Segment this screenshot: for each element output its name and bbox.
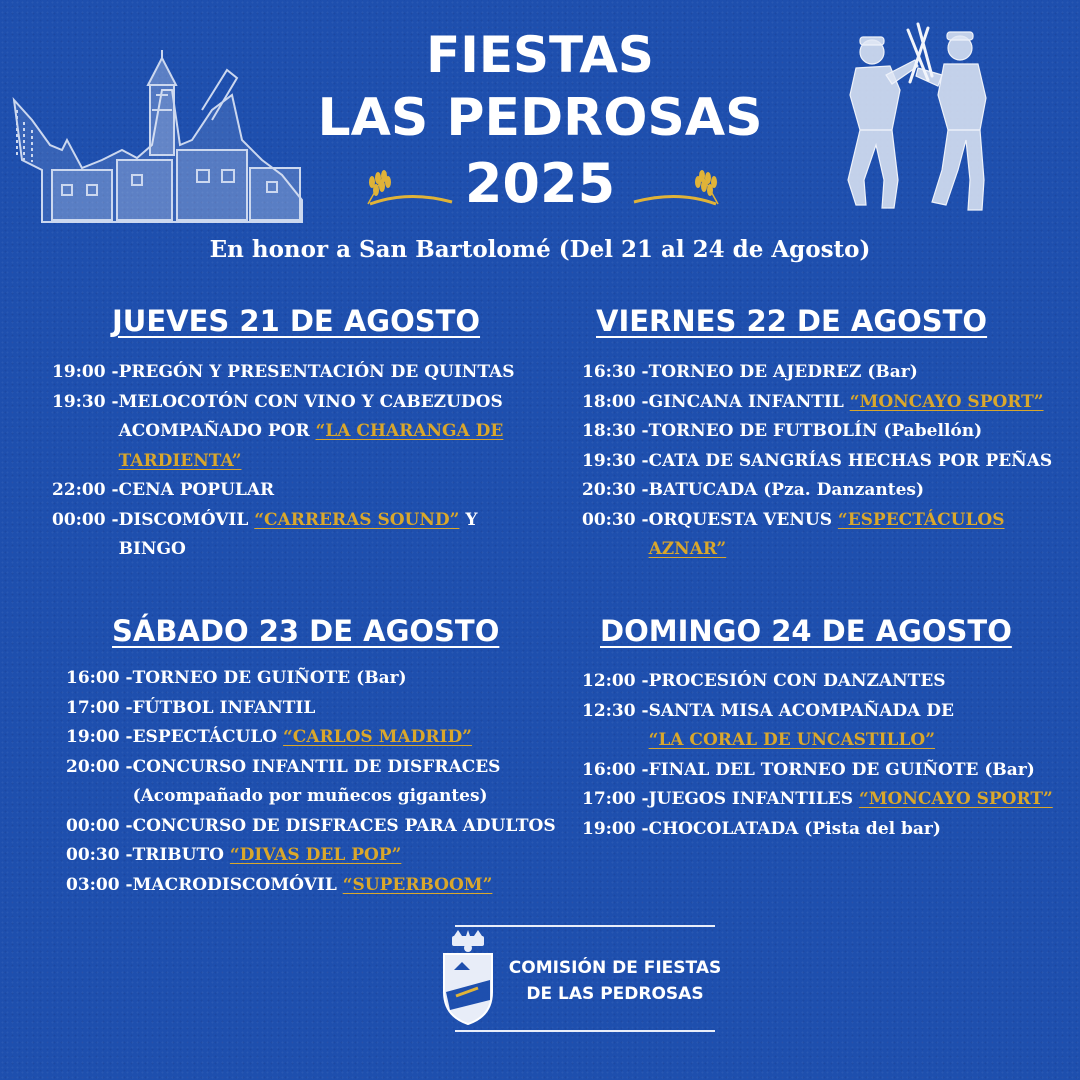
event-text: BATUCADA (Pza. Danzantes) bbox=[648, 480, 925, 500]
event-text: CHOCOLATADA (Pista del bar) bbox=[648, 818, 941, 839]
event-text: FINAL DEL TORNEO DE GUIÑOTE (Bar) bbox=[648, 759, 1035, 780]
event-time: 00:30 - bbox=[66, 845, 133, 865]
event-text: CONCURSO DE DISFRACES PARA ADULTOS bbox=[132, 815, 556, 836]
list-item bbox=[66, 753, 566, 812]
day-title-thursday: JUEVES 21 DE AGOSTO bbox=[112, 304, 481, 338]
list-item bbox=[52, 358, 522, 388]
list-item bbox=[582, 388, 1062, 418]
list-item bbox=[66, 812, 566, 842]
event-time: 18:00 - bbox=[582, 391, 649, 412]
event-text: TRIBUTO bbox=[132, 845, 230, 865]
footer-line-2: DE LAS PEDROSAS bbox=[526, 984, 704, 1004]
event-time: 20:30 - bbox=[582, 480, 649, 500]
list-item bbox=[582, 815, 1062, 845]
event-time: 00:00 - bbox=[66, 815, 133, 836]
list-item bbox=[582, 506, 1062, 565]
event-time: 03:00 - bbox=[66, 874, 133, 895]
list-item bbox=[52, 476, 522, 506]
event-text: SANTA MISA ACOMPAÑADA DE bbox=[648, 700, 954, 721]
footer-divider-top bbox=[455, 925, 715, 927]
event-time: 00:00 - bbox=[52, 509, 119, 530]
event-time: 19:00 - bbox=[52, 362, 119, 382]
coat-of-arms-icon bbox=[440, 930, 496, 1026]
footer-line-1: COMISIÓN DE FIESTAS bbox=[508, 958, 722, 978]
list-item bbox=[582, 447, 1062, 477]
schedule-friday bbox=[582, 358, 1062, 565]
event-text: PREGÓN Y PRESENTACIÓN DE QUINTAS bbox=[118, 362, 515, 382]
event-time: 19:00 - bbox=[66, 727, 133, 747]
event-time: 00:30 - bbox=[582, 509, 649, 530]
event-time: 19:30 - bbox=[582, 450, 649, 471]
event-time: 20:00 - bbox=[66, 756, 133, 777]
schedule-sunday bbox=[582, 667, 1062, 844]
event-performer-link[interactable]: “DIVAS DEL POP” bbox=[229, 845, 402, 865]
event-text: TORNEO DE AJEDREZ (Bar) bbox=[648, 362, 918, 382]
event-time: 12:00 - bbox=[582, 671, 649, 691]
event-text: MACRODISCOMÓVIL bbox=[132, 874, 343, 895]
event-text: DISCOMÓVIL bbox=[118, 509, 255, 530]
list-item bbox=[582, 358, 1062, 388]
wheat-ornament-icon bbox=[632, 168, 724, 212]
event-text: GINCANA INFANTIL bbox=[648, 391, 850, 412]
event-text: CATA DE SANGRÍAS HECHAS POR PEÑAS bbox=[648, 450, 1053, 471]
event-performer-link[interactable]: “ESPECTÁCULOS AZNAR” bbox=[648, 509, 1005, 559]
event-performer-link[interactable]: “SUPERBOOM” bbox=[342, 874, 493, 895]
list-item bbox=[582, 476, 1062, 506]
title-line-1: FIESTAS bbox=[426, 26, 654, 84]
list-item bbox=[52, 506, 522, 565]
list-item bbox=[582, 756, 1062, 786]
event-performer-link[interactable]: “MONCAYO SPORT” bbox=[849, 391, 1044, 412]
event-time: 16:30 - bbox=[582, 362, 649, 382]
event-time: 16:00 - bbox=[582, 759, 649, 780]
list-item bbox=[66, 841, 566, 871]
event-time: 18:30 - bbox=[582, 421, 649, 441]
subtitle: En honor a San Bartolomé (Del 21 al 24 de Agosto) bbox=[209, 236, 871, 263]
event-text: PROCESIÓN CON DANZANTES bbox=[648, 671, 946, 691]
event-text: CENA POPULAR bbox=[118, 480, 275, 500]
list-item bbox=[582, 667, 1062, 697]
list-item bbox=[582, 785, 1062, 815]
day-title-sunday: DOMINGO 24 DE AGOSTO bbox=[600, 614, 1012, 648]
title-line-3: 2025 bbox=[464, 152, 616, 215]
event-time: 17:00 - bbox=[66, 697, 133, 718]
event-text: ORQUESTA VENUS bbox=[648, 509, 838, 530]
event-time: 17:00 - bbox=[582, 789, 649, 809]
event-text: CONCURSO INFANTIL DE DISFRACES (Acompañado por muñecos gigantes) bbox=[132, 756, 501, 806]
event-text: MELOCOTÓN CON VINO Y CABEZUDOS ACOMPAÑADO POR bbox=[118, 391, 503, 441]
event-text: FÚTBOL INFANTIL bbox=[132, 697, 316, 718]
list-item bbox=[66, 694, 566, 724]
event-time: 22:00 - bbox=[52, 480, 119, 500]
event-text: ESPECTÁCULO bbox=[132, 727, 284, 747]
event-text: TORNEO DE GUIÑOTE (Bar) bbox=[132, 668, 407, 688]
wheat-ornament-icon bbox=[362, 168, 454, 212]
event-performer-link[interactable]: “CARRERAS SOUND” bbox=[254, 509, 460, 530]
event-performer-link[interactable]: “CARLOS MADRID” bbox=[283, 727, 472, 747]
event-time: 19:00 - bbox=[582, 818, 649, 839]
list-item bbox=[52, 388, 522, 477]
schedule-thursday bbox=[52, 358, 522, 565]
event-time: 16:00 - bbox=[66, 668, 133, 688]
event-performer-link[interactable]: “MONCAYO SPORT” bbox=[858, 789, 1053, 809]
event-text: TORNEO DE FUTBOLÍN (Pabellón) bbox=[648, 421, 983, 441]
list-item bbox=[582, 697, 1062, 756]
event-time: 19:30 - bbox=[52, 391, 119, 412]
list-item bbox=[66, 664, 566, 694]
event-text-after: Y BINGO bbox=[118, 509, 478, 559]
schedule-saturday bbox=[66, 664, 566, 900]
list-item bbox=[582, 417, 1062, 447]
list-item bbox=[66, 871, 566, 901]
event-performer-link[interactable]: “LA CHARANGA DE TARDIENTA” bbox=[118, 421, 504, 471]
footer-organizer bbox=[505, 955, 725, 1007]
day-title-saturday: SÁBADO 23 DE AGOSTO bbox=[112, 614, 500, 648]
event-text: JUEGOS INFANTILES bbox=[648, 789, 859, 809]
day-title-friday: VIERNES 22 DE AGOSTO bbox=[596, 304, 988, 338]
list-item bbox=[66, 723, 566, 753]
event-time: 12:30 - bbox=[582, 700, 649, 721]
title-line-2: LAS PEDROSAS bbox=[317, 88, 763, 148]
footer-divider-bottom bbox=[455, 1030, 715, 1032]
event-performer-link[interactable]: “LA CORAL DE UNCASTILLO” bbox=[648, 730, 936, 750]
